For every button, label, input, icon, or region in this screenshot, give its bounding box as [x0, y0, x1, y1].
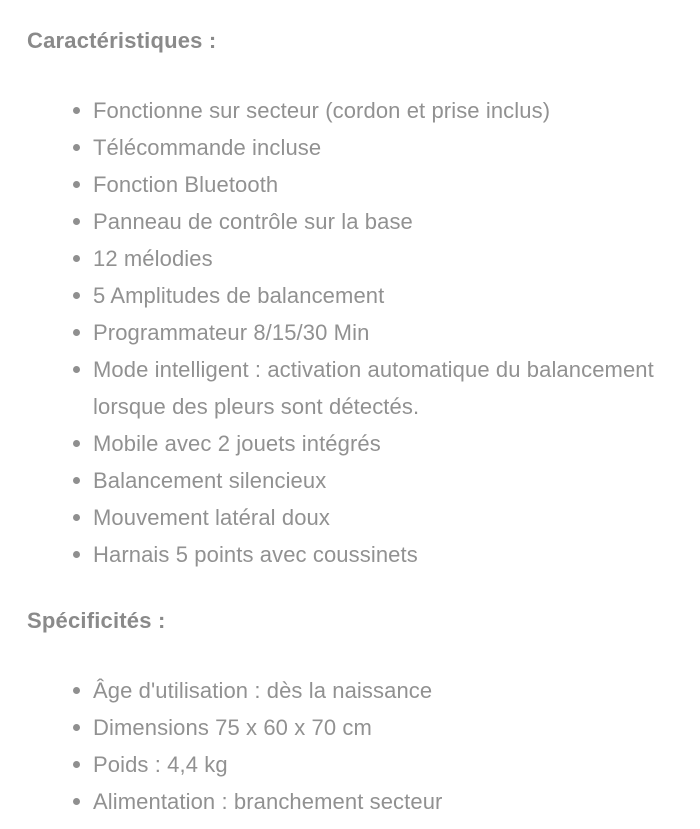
bullet-icon	[73, 724, 80, 731]
bullet-icon	[73, 514, 80, 521]
spec-list-item	[27, 462, 659, 499]
spec-list-item-text: Fonctionne sur secteur (cordon et prise inclus)	[93, 98, 551, 123]
spec-list-item	[27, 314, 659, 351]
spec-list	[27, 92, 673, 573]
section-heading: Spécificités :	[27, 608, 166, 633]
bullet-icon	[73, 366, 80, 373]
spec-list-item	[27, 166, 659, 203]
bullet-icon	[73, 687, 80, 694]
spec-list-item-text: Mode intelligent : activation automatique du balancement lorsque des pleurs sont détectés.	[93, 357, 654, 419]
spec-list-item	[27, 277, 659, 314]
spec-list-item	[27, 499, 659, 536]
bullet-icon	[73, 761, 80, 768]
spec-list-item-text: Fonction Bluetooth	[93, 172, 279, 197]
bullet-icon	[73, 329, 80, 336]
spec-list-item-text: Balancement silencieux	[93, 468, 327, 493]
spec-list-item	[27, 203, 659, 240]
spec-list-item-text: Dimensions 75 x 60 x 70 cm	[93, 715, 372, 740]
bullet-icon	[73, 107, 80, 114]
spec-list-item-text: Mouvement latéral doux	[93, 505, 330, 530]
spec-list	[27, 672, 673, 820]
product-description	[27, 28, 673, 820]
section-heading: Caractéristiques :	[27, 28, 217, 53]
spec-list-item	[27, 351, 659, 425]
spec-list-item	[27, 240, 659, 277]
spec-list-item-text: Alimentation : branchement secteur	[93, 789, 443, 814]
bullet-icon	[73, 218, 80, 225]
spec-list-item	[27, 783, 659, 820]
spec-list-item	[27, 746, 659, 783]
bullet-icon	[73, 440, 80, 447]
spec-list-item-text: Âge d'utilisation : dès la naissance	[93, 678, 433, 703]
spec-list-item-text: Harnais 5 points avec coussinets	[93, 542, 418, 567]
spec-list-item-text: Télécommande incluse	[93, 135, 322, 160]
spec-list-item	[27, 672, 659, 709]
spec-section	[27, 28, 673, 573]
spec-list-item	[27, 536, 659, 573]
bullet-icon	[73, 255, 80, 262]
spec-list-item	[27, 709, 659, 746]
bullet-icon	[73, 477, 80, 484]
bullet-icon	[73, 144, 80, 151]
spec-list-item-text: Mobile avec 2 jouets intégrés	[93, 431, 381, 456]
spec-list-item-text: Poids : 4,4 kg	[93, 752, 228, 777]
spec-list-item-text: Panneau de contrôle sur la base	[93, 209, 413, 234]
bullet-icon	[73, 292, 80, 299]
spec-section	[27, 608, 673, 820]
spec-list-item	[27, 92, 659, 129]
bullet-icon	[73, 551, 80, 558]
spec-list-item-text: 5 Amplitudes de balancement	[93, 283, 385, 308]
spec-list-item-text: 12 mélodies	[93, 246, 213, 271]
spec-list-item	[27, 425, 659, 462]
spec-list-item	[27, 129, 659, 166]
spec-list-item-text: Programmateur 8/15/30 Min	[93, 320, 370, 345]
bullet-icon	[73, 181, 80, 188]
bullet-icon	[73, 798, 80, 805]
